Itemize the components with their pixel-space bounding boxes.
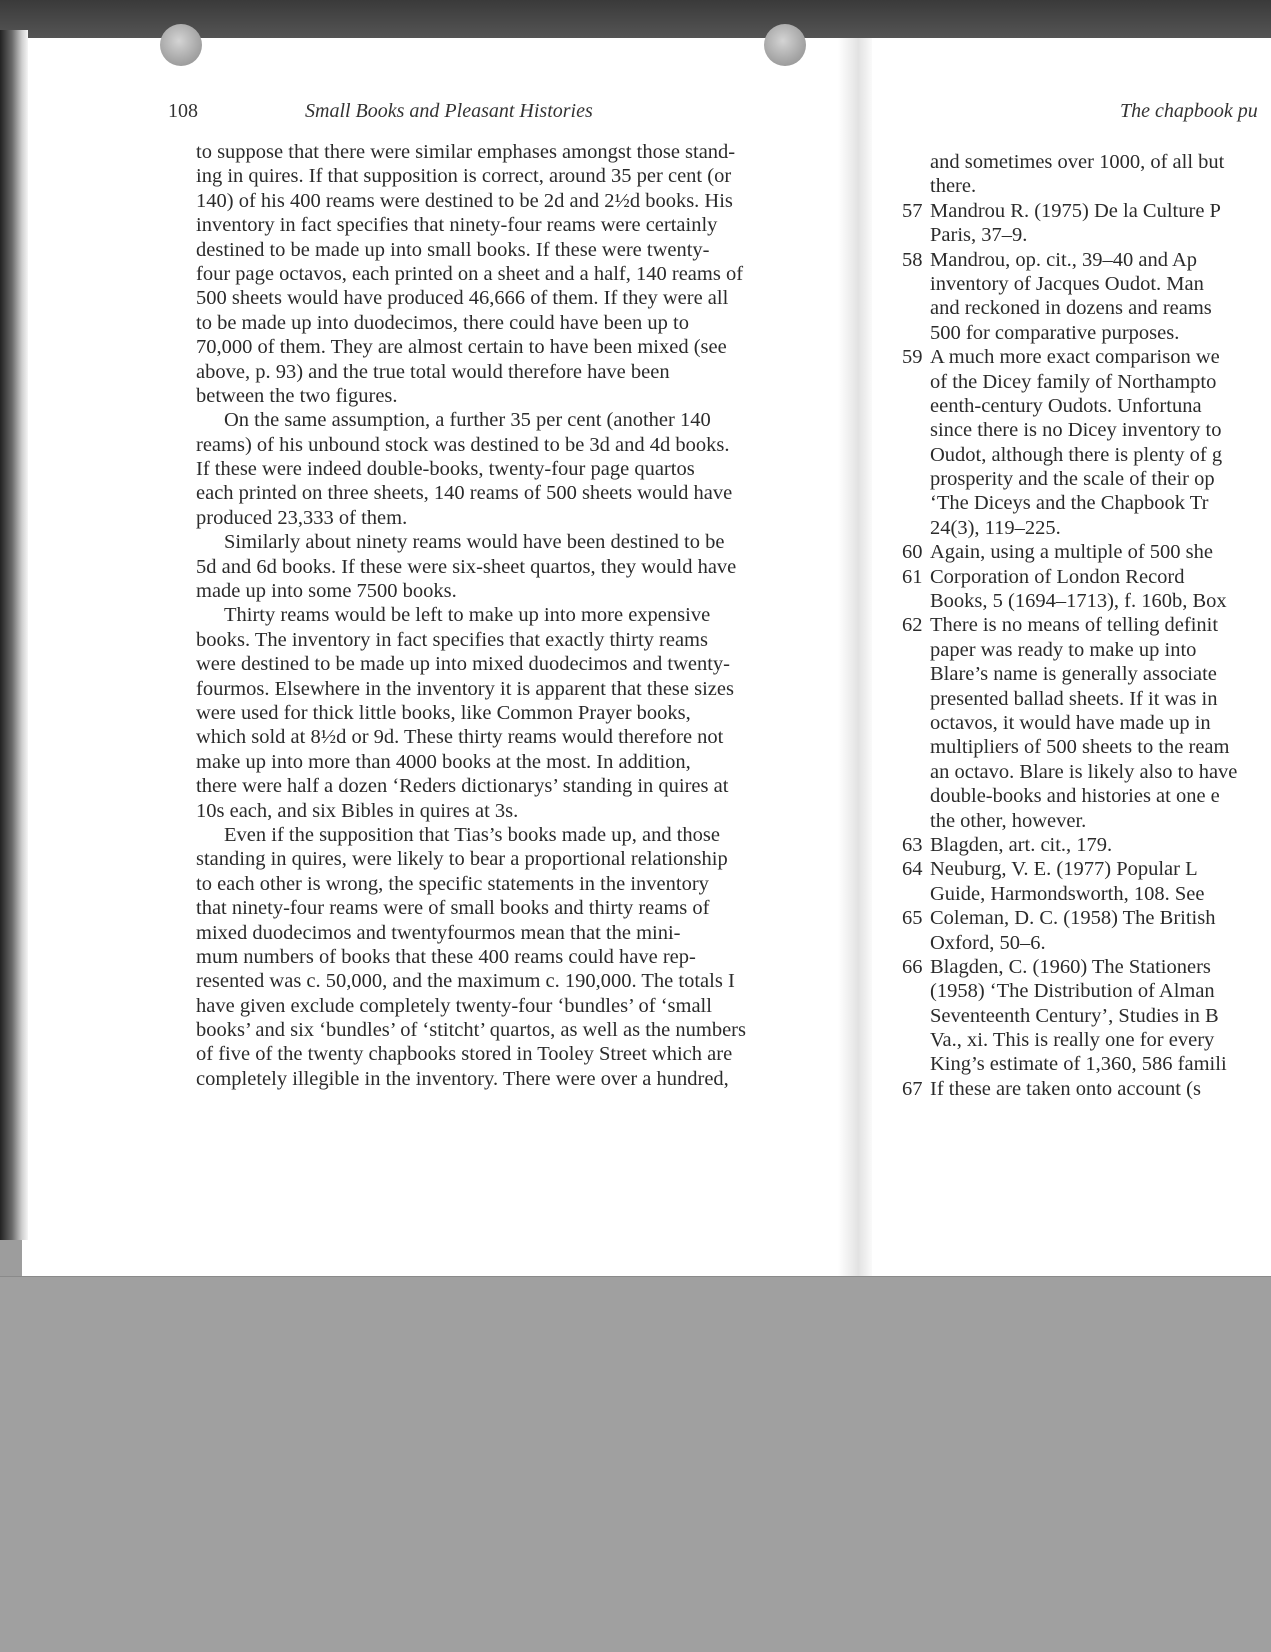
- left-page-body: [196, 140, 766, 1091]
- footnote-line: [932, 223, 1271, 247]
- body-text-line: 5d and 6d books. If these were six-sheet quartos, they would have: [196, 555, 737, 578]
- footnote-line: [932, 1028, 1271, 1052]
- body-text-line: fourmos. Elsewhere in the inventory it is apparent that these sizes: [196, 677, 734, 700]
- footnote-text: of the Dicey family of Northampto: [930, 370, 1217, 393]
- body-text-line: On the same assumption, a further 35 per cent (another 140: [224, 409, 711, 432]
- footnote-text: presented ballad sheets. If it was in: [930, 687, 1218, 710]
- body-text-line: standing in quires, were likely to bear a proportional relationship: [196, 848, 728, 871]
- footnote-line: [902, 345, 1271, 369]
- footnote-text: Corporation of London Record: [930, 565, 1185, 588]
- body-text-line: mixed duodecimos and twentyfourmos mean that the mini-: [196, 921, 681, 944]
- footnote-text: paper was ready to make up into: [930, 638, 1197, 661]
- body-text-line: mum numbers of books that these 400 reams could have rep-: [196, 945, 696, 968]
- footnote-line: [932, 1052, 1271, 1076]
- footnote-line: [932, 979, 1271, 1003]
- footnote-text: Books, 5 (1694–1713), f. 160b, Box: [930, 590, 1227, 613]
- footnote-line: [932, 443, 1271, 467]
- footnote-line: [902, 955, 1271, 979]
- footnote-text: Guide, Harmondsworth, 108. See: [930, 882, 1205, 905]
- body-text-line: were used for thick little books, like Common Prayer books,: [196, 701, 691, 724]
- left-running-title: Small Books and Pleasant Histories: [305, 100, 593, 122]
- footnote-line: [932, 516, 1271, 540]
- footnote-line: [932, 589, 1271, 613]
- footnote-text: ‘The Diceys and the Chapbook Tr: [930, 492, 1209, 515]
- right-running-title: The chapbook pu: [1120, 100, 1258, 122]
- footnote-text: Again, using a multiple of 500 she: [930, 541, 1213, 564]
- footnote-text: Neuburg, V. E. (1977) Popular L: [930, 858, 1198, 881]
- punch-hole-right: [764, 24, 806, 66]
- scanner-bed: [0, 1276, 1271, 1652]
- body-text-line: to be made up into duodecimos, there could have been up to: [196, 311, 690, 334]
- footnote-line: [902, 906, 1271, 930]
- book-spine-edge: [0, 30, 28, 1240]
- footnote-number: 61: [902, 565, 923, 588]
- body-text-line: 500 sheets would have produced 46,666 of them. If they were all: [196, 287, 729, 310]
- footnote-number: 62: [902, 614, 923, 637]
- footnote-line: [932, 321, 1271, 345]
- footnote-line: [932, 394, 1271, 418]
- footnote-line: [902, 833, 1271, 857]
- footnote-text: Blagden, C. (1960) The Stationers: [930, 955, 1211, 978]
- page-gutter: [838, 38, 872, 1276]
- body-text-line: make up into more than 4000 books at the most. In addition,: [196, 750, 691, 773]
- footnote-line: [932, 296, 1271, 320]
- footnote-number: 67: [902, 1077, 923, 1100]
- footnote-line: [902, 540, 1271, 564]
- footnote-line: [932, 711, 1271, 735]
- footnote-line: [932, 272, 1271, 296]
- footnote-text: 24(3), 119–225.: [930, 516, 1061, 539]
- body-text-line: completely illegible in the inventory. There were over a hundred,: [196, 1067, 729, 1090]
- body-text-line: were destined to be made up into mixed duodecimos and twenty-: [196, 653, 731, 676]
- body-text-line: each printed on three sheets, 140 reams of 500 sheets would have: [196, 482, 733, 505]
- footnote-line: [932, 882, 1271, 906]
- footnote-line: [932, 809, 1271, 833]
- footnote-text: multipliers of 500 sheets to the ream: [930, 736, 1230, 759]
- footnote-number: 63: [902, 833, 923, 856]
- body-text-line: which sold at 8½d or 9d. These thirty reams would therefore not: [196, 726, 724, 749]
- footnote-number: 57: [902, 199, 923, 222]
- footnote-number: 65: [902, 907, 923, 930]
- footnote-text: King’s estimate of 1,360, 586 famili: [930, 1053, 1227, 1076]
- footnote-number: 59: [902, 346, 923, 369]
- footnote-line: [932, 784, 1271, 808]
- footnote-line: [902, 565, 1271, 589]
- body-text-line: there were half a dozen ‘Reders dictionarys’ standing in quires at: [196, 775, 729, 798]
- punch-hole-left: [160, 24, 202, 66]
- footnote-text: an octavo. Blare is likely also to have: [930, 760, 1238, 783]
- footnote-line: [932, 370, 1271, 394]
- body-text-line: books’ and six ‘bundles’ of ‘stitcht’ quartos, as well as the numbers: [196, 1019, 746, 1042]
- body-text-line: inventory in fact specifies that ninety-four reams were certainly: [196, 214, 718, 237]
- body-text-line: that ninety-four reams were of small books and thirty reams of: [196, 897, 710, 920]
- footnote-line: [932, 735, 1271, 759]
- body-text-line: Thirty reams would be left to make up into more expensive: [224, 604, 711, 627]
- footnote-line: [902, 199, 1271, 223]
- footnote-text: There is no means of telling definit: [930, 614, 1219, 637]
- body-text-line: have given exclude completely twenty-four ‘bundles’ of ‘small: [196, 994, 712, 1017]
- body-text-line: 70,000 of them. They are almost certain to have been mixed (see: [196, 336, 727, 359]
- footnote-number: 58: [902, 248, 923, 271]
- footnote-line: [902, 248, 1271, 272]
- body-text-line: produced 23,333 of them.: [196, 506, 408, 529]
- body-text-line: Similarly about ninety reams would have been destined to be: [224, 531, 725, 554]
- body-text-line: destined to be made up into small books. If these were twenty-: [196, 238, 710, 261]
- footnote-line: [932, 931, 1271, 955]
- body-text-line: of five of the twenty chapbooks stored in Tooley Street which are: [196, 1043, 733, 1066]
- body-text-line: ing in quires. If that supposition is correct, around 35 per cent (or: [196, 165, 732, 188]
- body-text-line: between the two figures.: [196, 384, 398, 407]
- footnote-number: 66: [902, 955, 923, 978]
- footnote-text: prosperity and the scale of their op: [930, 468, 1215, 491]
- footnote-text: (1958) ‘The Distribution of Alman: [930, 980, 1215, 1003]
- footnote-line: [932, 1004, 1271, 1028]
- body-text-line: to each other is wrong, the specific statements in the inventory: [196, 872, 709, 895]
- body-text-line: books. The inventory in fact specifies that exactly thirty reams: [196, 628, 708, 651]
- footnote-text: inventory of Jacques Oudot. Man: [930, 272, 1204, 295]
- footnote-text: Paris, 37–9.: [930, 224, 1028, 247]
- footnote-text: Mandrou, op. cit., 39–40 and Ap: [930, 248, 1198, 271]
- body-text-line: four page octavos, each printed on a sheet and a half, 140 reams of: [196, 262, 744, 285]
- page-number: 108: [168, 100, 198, 122]
- footnote-line: [902, 613, 1271, 637]
- footnote-line: [932, 418, 1271, 442]
- body-text-line: made up into some 7500 books.: [196, 580, 457, 603]
- footnote-text: If these are taken onto account (s: [930, 1077, 1201, 1100]
- footnote-line: [932, 467, 1271, 491]
- footnote-text: Blare’s name is generally associate: [930, 663, 1217, 686]
- footnote-line: [932, 687, 1271, 711]
- footnote-text: eenth-century Oudots. Unfortuna: [930, 394, 1202, 417]
- footnote-line: [932, 760, 1271, 784]
- footnote-line: [932, 491, 1271, 515]
- footnote-text: Mandrou R. (1975) De la Culture P: [930, 199, 1221, 222]
- right-page-notes: [902, 150, 1271, 1101]
- footnote-text: A much more exact comparison we: [930, 346, 1220, 369]
- footnote-text: octavos, it would have made up in: [930, 711, 1211, 734]
- footnote-line: [902, 1077, 1271, 1101]
- body-text-line: resented was c. 50,000, and the maximum c. 190,000. The totals I: [196, 970, 735, 993]
- body-text-line: 10s each, and six Bibles in quires at 3s.: [196, 799, 519, 822]
- footnote-line: [932, 150, 1271, 174]
- footnote-text: Va., xi. This is really one for every: [930, 1029, 1215, 1052]
- footnote-text: Oudot, although there is plenty of g: [930, 443, 1223, 466]
- footnote-text: Seventeenth Century’, Studies in B: [930, 1004, 1219, 1027]
- footnote-line: [932, 662, 1271, 686]
- footnote-text: Oxford, 50–6.: [930, 931, 1046, 954]
- footnote-text: the other, however.: [930, 809, 1087, 832]
- footnote-text: double-books and histories at one e: [930, 785, 1220, 808]
- footnote-text: since there is no Dicey inventory to: [930, 419, 1222, 442]
- footnote-text: Blagden, art. cit., 179.: [930, 833, 1113, 856]
- footnote-text: and sometimes over 1000, of all but: [930, 151, 1225, 173]
- footnote-text: Coleman, D. C. (1958) The British: [930, 907, 1216, 930]
- footnote-number: 60: [902, 541, 923, 564]
- footnote-number: 64: [902, 858, 923, 881]
- footnote-text: 500 for comparative purposes.: [930, 321, 1180, 344]
- body-text-line: 140) of his 400 reams were destined to be 2d and 2½d books. His: [196, 189, 733, 212]
- footnote-line: [932, 174, 1271, 198]
- body-text-line: reams) of his unbound stock was destined to be 3d and 4d books.: [196, 433, 730, 456]
- footnote-line: [902, 857, 1271, 881]
- footnote-text: and reckoned in dozens and reams: [930, 297, 1212, 320]
- body-text-line: Even if the supposition that Tias’s books made up, and those: [224, 823, 720, 846]
- footnote-line: [932, 638, 1271, 662]
- footnote-text: there.: [930, 175, 977, 198]
- body-text-line: above, p. 93) and the true total would therefore have been: [196, 360, 670, 383]
- body-text-line: If these were indeed double-books, twenty-four page quartos: [196, 458, 695, 481]
- body-text-line: to suppose that there were similar emphases amongst those stand-: [196, 141, 736, 163]
